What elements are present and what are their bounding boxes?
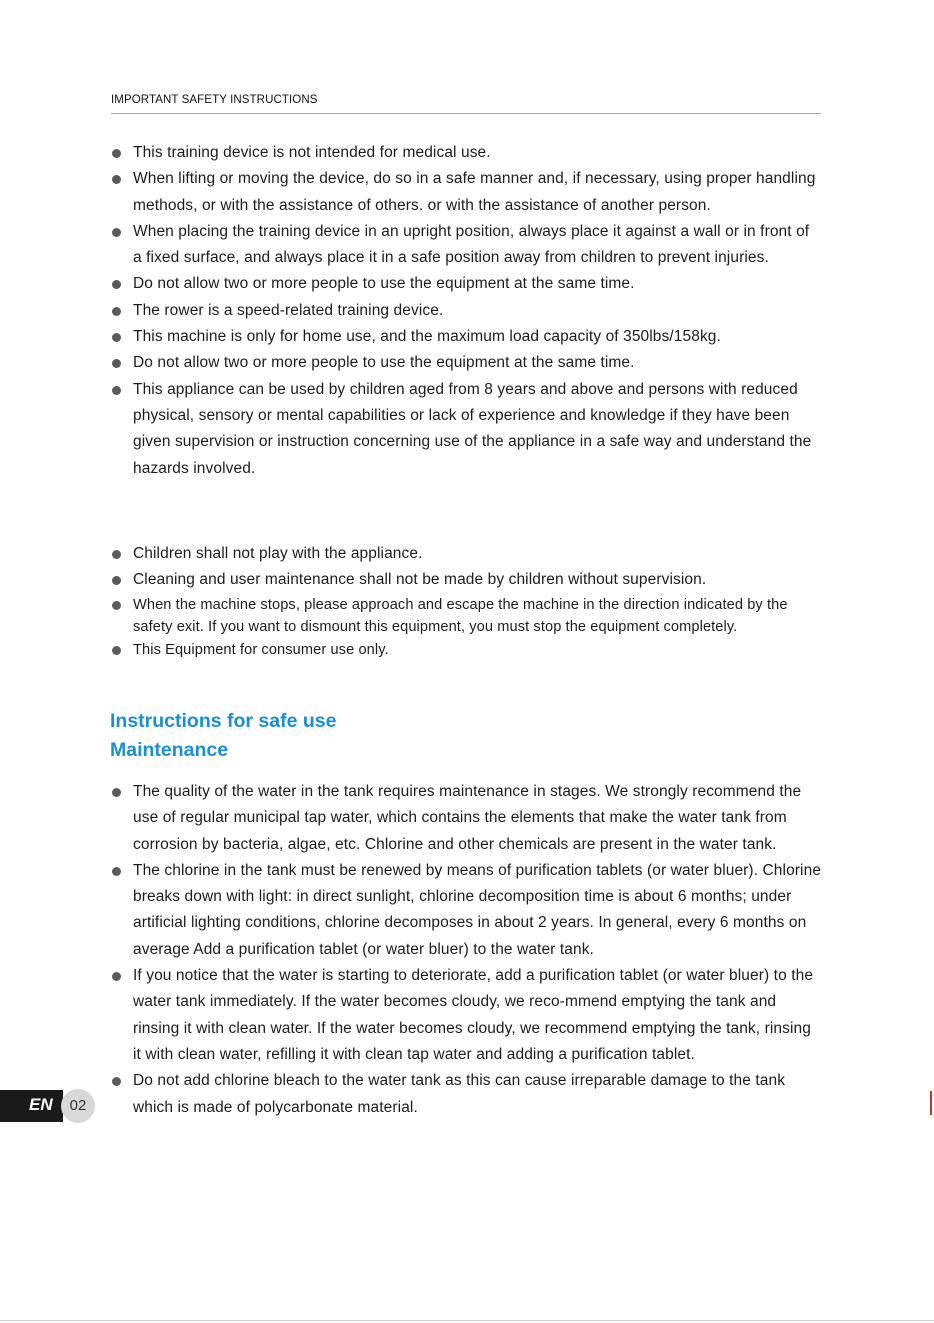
bullet-icon (112, 1077, 121, 1086)
list-item (110, 324, 822, 350)
list-item (110, 377, 822, 482)
consumer-safety-list (110, 594, 822, 661)
bullet-icon (112, 646, 121, 655)
maintenance-heading: Maintenance (110, 739, 229, 761)
bullet-icon (112, 228, 121, 237)
bullet-icon (112, 601, 121, 610)
extra-safety-list (110, 541, 822, 594)
list-item-text: This training device is not intended for medical use. (133, 144, 491, 161)
list-item (110, 350, 822, 376)
bullet-icon (112, 867, 121, 876)
language-tab (0, 1090, 63, 1122)
safety-list (110, 140, 822, 482)
list-item (110, 271, 822, 297)
list-item-text: Do not add chlorine bleach to the water tank as this can cause irreparable damage to the tank which is made of polycarbonate material. (133, 1072, 786, 1116)
list-item (110, 541, 822, 567)
bullet-icon (112, 359, 121, 368)
bullet-icon (112, 386, 121, 395)
bullet-icon (112, 333, 121, 342)
list-item-text: This machine is only for home use, and the maximum load capacity of 350lbs/158kg. (133, 328, 721, 346)
list-item (110, 567, 822, 593)
list-item (110, 779, 822, 858)
bullet-icon (112, 280, 121, 289)
maintenance-list (110, 779, 822, 1121)
bullet-icon (112, 576, 121, 585)
list-item-text: Do not allow two or more people to use the equipment at the same time. (133, 275, 635, 293)
list-item-text: Children shall not play with the appliance. (133, 545, 423, 562)
list-item (110, 594, 822, 639)
list-item-text: When lifting or moving the device, do so in a safe manner and, if necessary, using proper handling methods, or with the assistance of others. or with the assistance of another person. (133, 170, 816, 214)
edge-mark (930, 1091, 932, 1115)
list-item-text: When the machine stops, please approach and escape the machine in the direction indicated by the safety exit. If you want to dismount this equipment, you must stop the equipment completely. (133, 597, 788, 636)
list-item (110, 858, 822, 963)
list-item (110, 1068, 822, 1121)
list-item (110, 298, 822, 324)
safe-use-heading: Instructions for safe use (110, 710, 337, 732)
list-item-text: If you notice that the water is starting to deteriorate, add a purification tablet (or water bluer) to the water tank immediately. If the water becomes cloudy, we reco-mmend emptying the tank and rinsing it with clean water. If the water becomes cloudy, we recommend emptying the tank, rinsing it with clean water, refilling it with clean tap water and adding a purification tablet. (133, 967, 814, 1063)
bullet-icon (112, 307, 121, 316)
bullet-icon (112, 149, 121, 158)
list-item (110, 219, 822, 272)
page-number: 02 (61, 1089, 95, 1123)
language-label: EN (29, 1095, 53, 1114)
list-item (110, 140, 822, 166)
list-item (110, 639, 822, 661)
list-item-text: The chlorine in the tank must be renewed by means of purification tablets (or water bluer). Chlorine breaks down with light: in direct sunlight, chlorine decomposition time is about 6 months; under artificial lighting conditions, chlorine decomposes in about 2 years. In general, every 6 months on average Add a purification tablet (or water bluer) to the water tank. (133, 861, 822, 958)
list-item (110, 166, 822, 219)
footer-divider (0, 1320, 934, 1321)
bullet-icon (112, 788, 121, 797)
list-item-text: The rower is a speed-related training device. (133, 301, 444, 319)
list-item-text: This Equipment for consumer use only. (133, 641, 389, 658)
list-item-text: Cleaning and user maintenance shall not be made by children without supervision. (133, 571, 707, 589)
list-item-text: The quality of the water in the tank requires maintenance in stages. We strongly recommend the use of regular municipal tap water, which contains the elements that make the water tank from corrosion by bacteria, algae, etc. Chlorine and other chemicals are present in the water tank. (133, 783, 802, 853)
bullet-icon (112, 175, 121, 184)
list-item (110, 963, 822, 1068)
bullet-icon (112, 550, 121, 559)
list-item-text: When placing the training device in an upright position, always place it against a wall or in front of a fixed surface, and always place it in a safe position away from children to prevent injuries. (133, 222, 810, 267)
list-item-text: This appliance can be used by children aged from 8 years and above and persons with reduced physical, sensory or mental capabilities or lack of experience and knowledge if they have been given supervision or instruction concerning use of the appliance in a safe way and understand the hazards involved. (133, 380, 812, 477)
bullet-icon (112, 972, 121, 981)
list-item-text: Do not allow two or more people to use the equipment at the same time. (133, 354, 635, 372)
page-header: IMPORTANT SAFETY INSTRUCTIONS (111, 94, 821, 114)
